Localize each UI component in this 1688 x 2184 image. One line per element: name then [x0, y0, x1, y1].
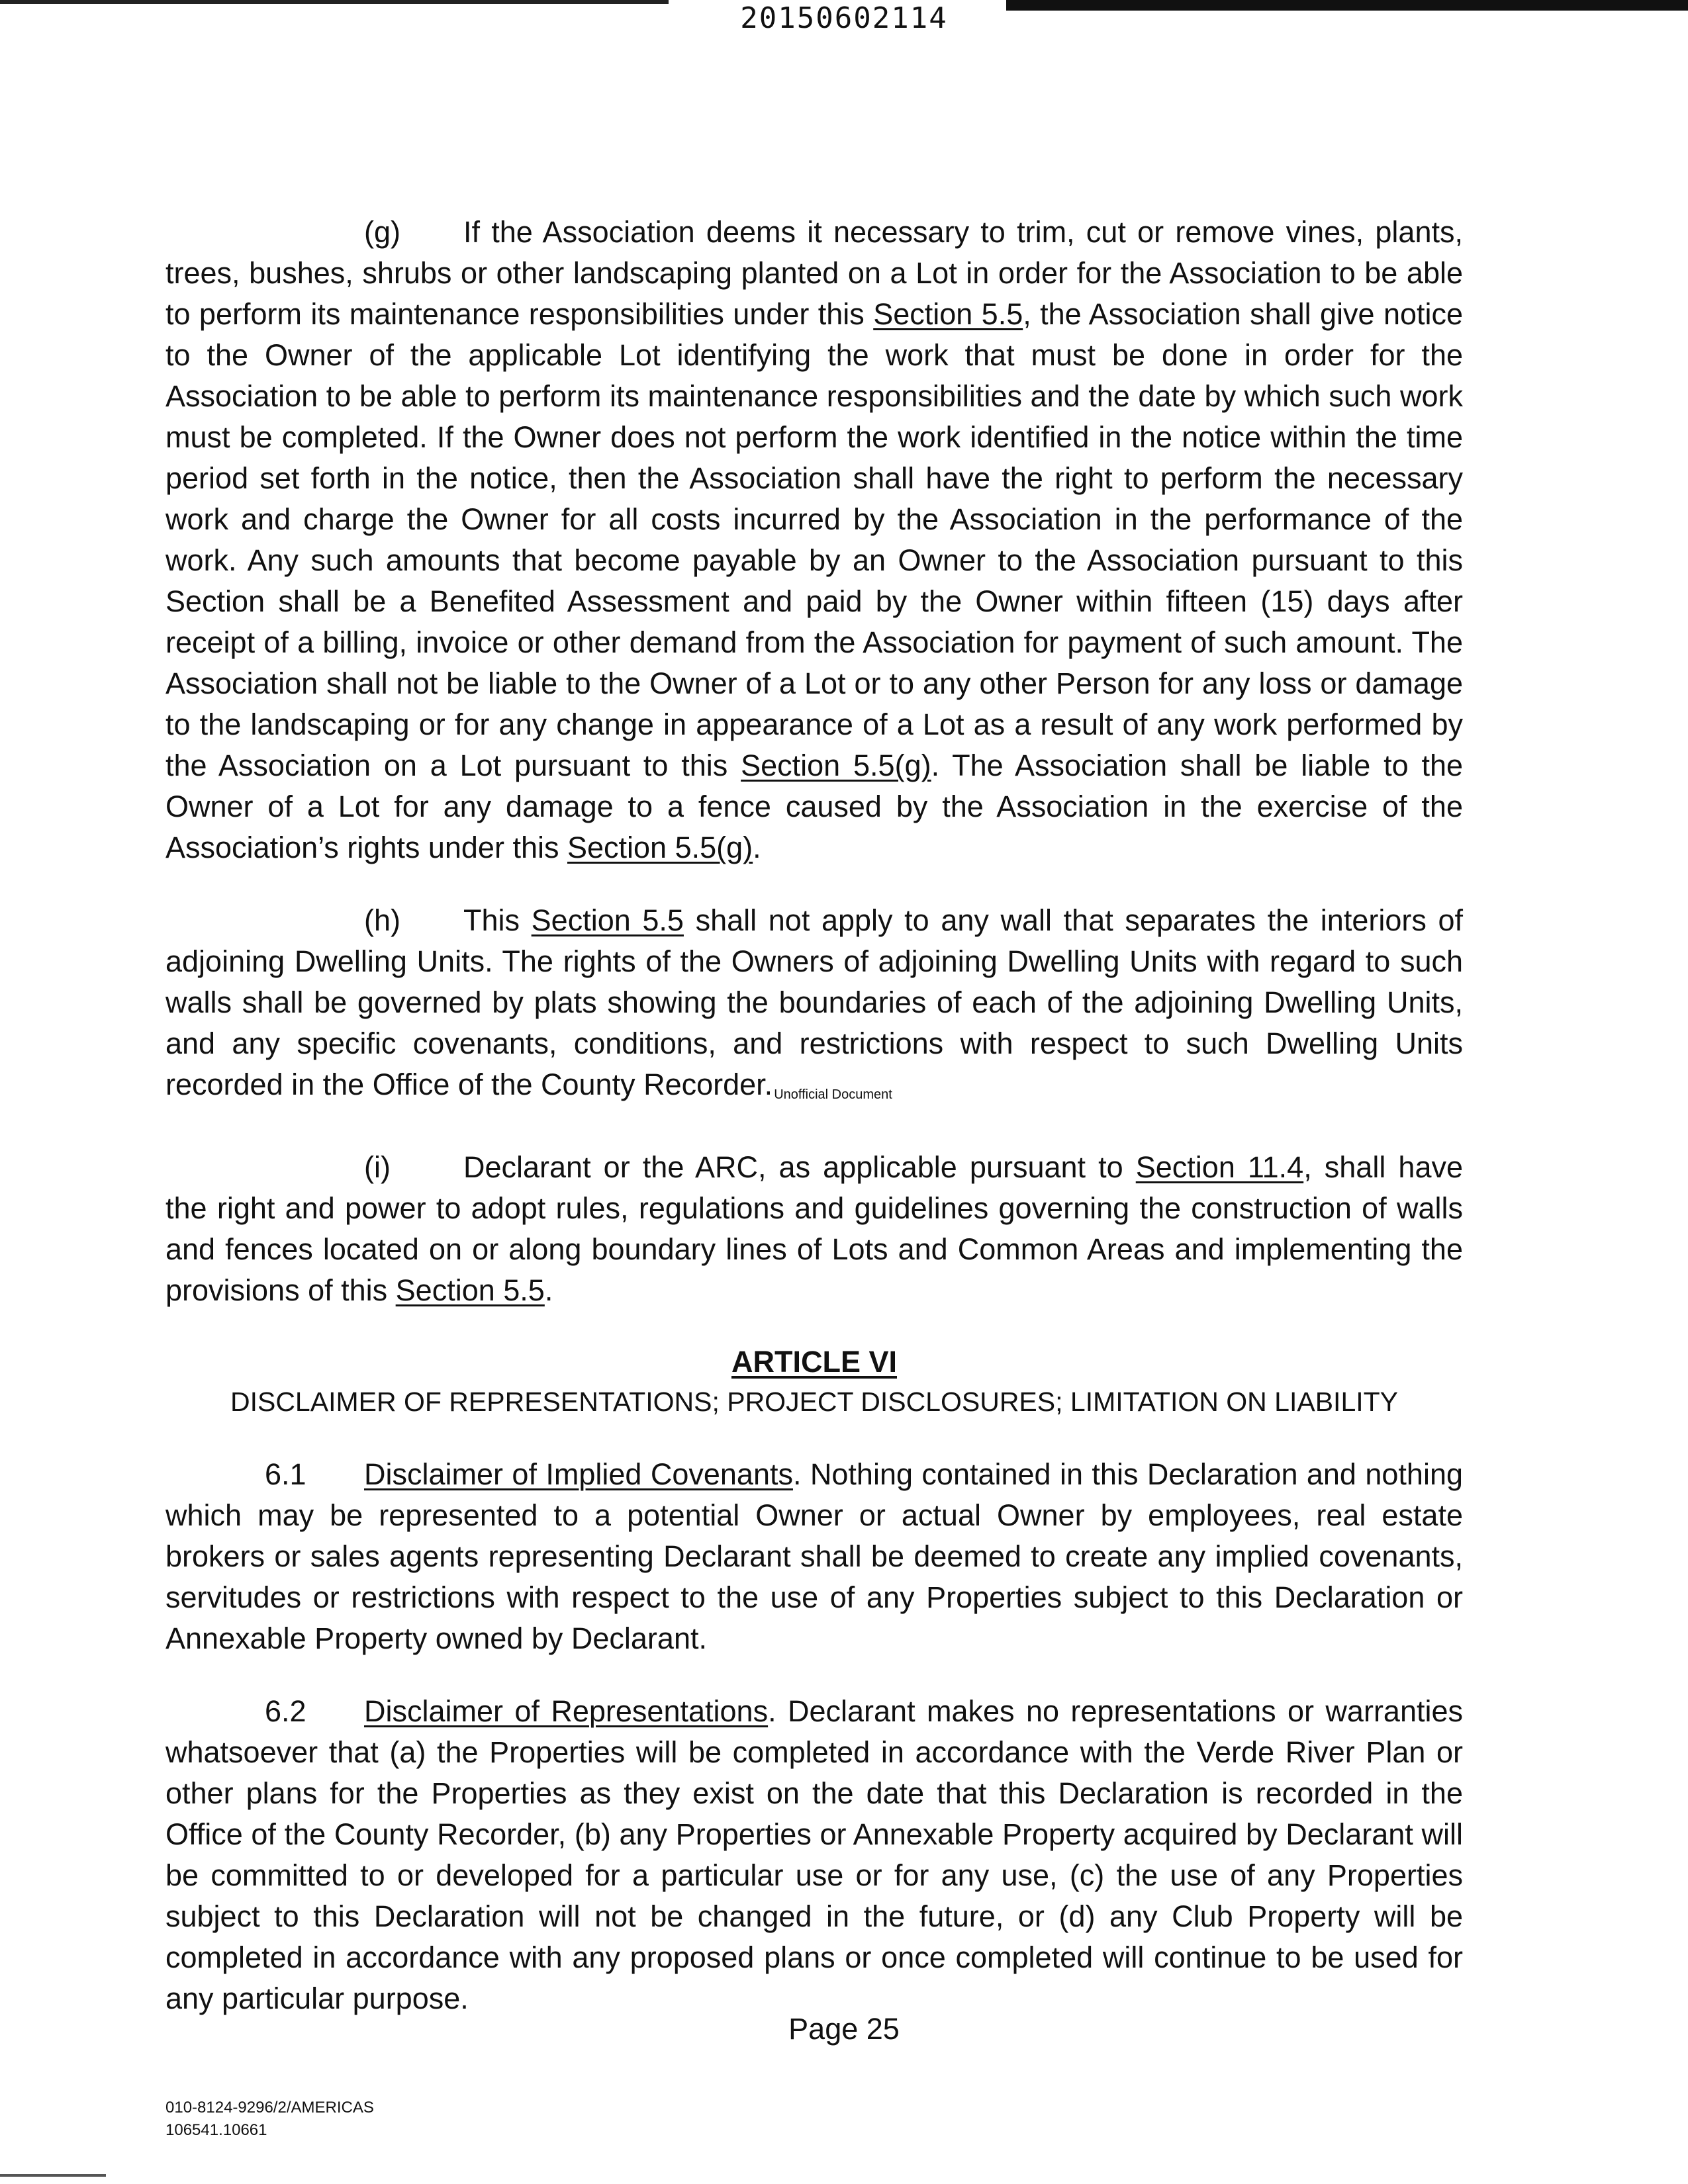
paragraph-i: (i) Declarant or the ARC, as applicable pursuant to Section 11.4, shall have the right and power to adopt rules, regulations and guidelines governing the construction of walls and fences located on or along boundary lines of Lots and Common Areas and implementing the provisions of this Section 5.5.	[165, 1147, 1463, 1311]
paragraph-label: (i)	[364, 1150, 391, 1184]
section-6-1: 6.1 Disclaimer of Implied Covenants. Nothing contained in this Declaration and nothing which may be represented to a potential Owner or actual Owner by employees, real estate brokers or sales agents representing Declarant shall be deemed to create any implied covenants, servitudes or restrictions with respect to the use of any Properties subject to this Declaration or Annexable Property owned by Declarant.	[165, 1454, 1463, 1659]
document-body	[165, 212, 1463, 2051]
article-title: DISCLAIMER OF REPRESENTATIONS; PROJECT DISCLOSURES; LIMITATION ON LIABILITY	[230, 1387, 1399, 1417]
footer-doc-id: 010-8124-9296/2/AMERICAS	[165, 2099, 374, 2116]
document-footer	[165, 2097, 374, 2142]
paragraph-label: (g)	[364, 215, 400, 249]
scan-mark	[0, 2174, 106, 2177]
page-number: Page 25	[788, 2012, 900, 2046]
paragraph-h: (h) This Section 5.5 shall not apply to any wall that separates the interiors of adjoining Dwelling Units. The rights of the Owners of adjoining Dwelling Units with regard to such walls shall be governed by plats showing the boundaries of each of the adjoining Dwelling Units, and any specific covenants, conditions, and restrictions with respect to such Dwelling Units recorded in the Office of the County Recorder. Unofficial Document	[165, 900, 1463, 1115]
footer-matter-number: 106541.10661	[165, 2121, 267, 2139]
section-reference: Section 5.5(g)	[567, 831, 753, 864]
section-reference: Section 5.5(g)	[741, 749, 931, 782]
paragraph-label: (h)	[364, 903, 400, 937]
article-heading: ARTICLE VI	[731, 1345, 897, 1379]
section-reference: Section 11.4	[1135, 1150, 1304, 1184]
section-6-2: 6.2 Disclaimer of Representations. Declarant makes no representations or warranties whatsoever that (a) the Properties will be completed in accordance with the Verde River Plan or other plans for the Properties as they exist on the date that this Declaration is recorded in the Office of the County Recorder, (b) any Properties or Annexable Property acquired by Declarant will be committed to or developed for a particular use or for any use, (c) the use of any Properties subject to this Declaration will not be changed in the future, or (d) any Club Property will be completed in accordance with any proposed plans or once completed will continue to be used for any particular purpose.	[165, 1691, 1463, 2019]
section-reference: Section 5.5	[531, 903, 684, 937]
section-heading: Disclaimer of Representations	[364, 1694, 769, 1728]
unofficial-watermark: Unofficial Document	[774, 1087, 892, 1102]
section-reference: Section 5.5	[873, 297, 1023, 331]
recording-number: 20150602114	[740, 1, 948, 35]
section-number: 6.2	[265, 1694, 306, 1728]
section-number: 6.1	[265, 1457, 306, 1491]
paragraph-g: (g) If the Association deems it necessary to trim, cut or remove vines, plants, trees, bushes, shrubs or other landscaping planted on a Lot in order for the Association to be able to perform its maintenance responsibilities under this Section 5.5, the Association shall give notice to the Owner of the applicable Lot identifying the work that must be done in order for the Association to be able to perform its maintenance responsibilities and the date by which such work must be completed. If the Owner does not perform the work identified in the notice within the time period set forth in the notice, then the Association shall have the right to perform the necessary work and charge the Owner for all costs incurred by the Association in the performance of the work. Any such amounts that become payable by an Owner to the Association pursuant to this Section shall be a Benefited Assessment and paid by the Owner within fifteen (15) days after receipt of a billing, invoice or other demand from the Association for payment of such amount. The Association shall not be liable to the Owner of a Lot or to any other Person for any loss or damage to the landscaping or for any change in appearance of a Lot as a result of any work performed by the Association on a Lot pursuant to this Section 5.5(g). The Association shall be liable to the Owner of a Lot for any damage to a fence caused by the Association in the exercise of the Association’s rights under this Section 5.5(g).	[165, 212, 1463, 868]
section-reference: Section 5.5	[395, 1273, 545, 1307]
section-heading: Disclaimer of Implied Covenants	[364, 1457, 793, 1491]
